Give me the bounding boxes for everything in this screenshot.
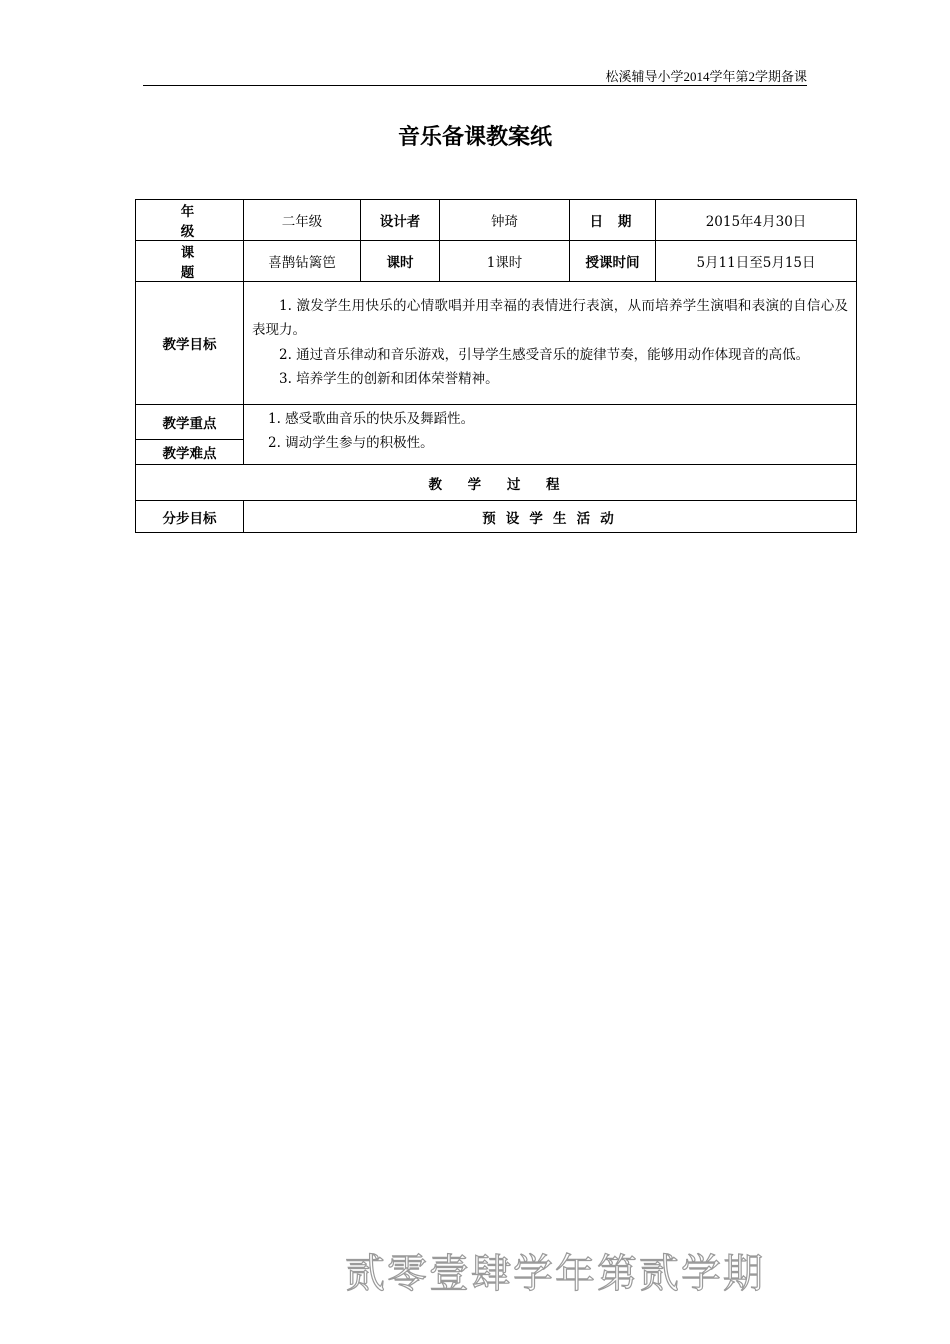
focus-row xyxy=(136,405,857,440)
teach-time-label: 授课时间 xyxy=(570,241,656,282)
objectives-row xyxy=(136,282,857,405)
date-label: 日期 xyxy=(570,200,656,241)
objectives-content xyxy=(244,282,857,405)
grade-value: 二年级 xyxy=(244,200,361,241)
process-heading-row xyxy=(136,465,857,501)
key-points-content xyxy=(244,405,857,465)
key-point-item: 1. 感受歌曲音乐的快乐及舞蹈性。 xyxy=(268,411,475,427)
header-school-term: 松溪辅导小学2014学年第2学期备课 xyxy=(605,69,807,84)
objective-item: 3. 培养学生的创新和团体荣誉精神。 xyxy=(279,371,499,387)
header-rule xyxy=(143,85,807,86)
focus-label: 教学重点 xyxy=(136,405,244,440)
difficulty-label: 教学难点 xyxy=(136,440,244,465)
info-row-1 xyxy=(136,200,857,241)
process-columns-row xyxy=(136,501,857,533)
hours-value: 1课时 xyxy=(440,241,570,282)
designer-label: 设计者 xyxy=(361,200,440,241)
objectives-label: 教学目标 xyxy=(136,282,244,405)
info-row-2 xyxy=(136,241,857,282)
teach-time-value: 5月11日至5月15日 xyxy=(656,241,857,282)
objective-item: 1. 激发学生用快乐的心情歌唱并用幸福的表情进行表演，从而培养学生演唱和表演的自信心及表现力。 xyxy=(252,297,848,338)
lesson-plan-table xyxy=(135,199,857,533)
page-title: 音乐备课教案纸 xyxy=(397,125,552,150)
hours-label: 课时 xyxy=(361,241,440,282)
key-point-item: 2. 调动学生参与的积极性。 xyxy=(268,435,434,451)
topic-label: 课题 xyxy=(136,241,244,282)
topic-value: 喜鹊钻篱笆 xyxy=(244,241,361,282)
student-activity-label: 预设学生活动 xyxy=(244,501,857,533)
designer-value: 钟琦 xyxy=(440,200,570,241)
process-heading: 教学过程 xyxy=(136,465,857,501)
grade-label: 年级 xyxy=(136,200,244,241)
step-goal-label: 分步目标 xyxy=(136,501,244,533)
objective-item: 2. 通过音乐律动和音乐游戏，引导学生感受音乐的旋律节奏，能够用动作体现音的高低。 xyxy=(279,346,810,363)
date-value: 2015年4月30日 xyxy=(656,200,857,241)
watermark: 贰零壹肆学年第贰学期 xyxy=(345,1251,765,1297)
